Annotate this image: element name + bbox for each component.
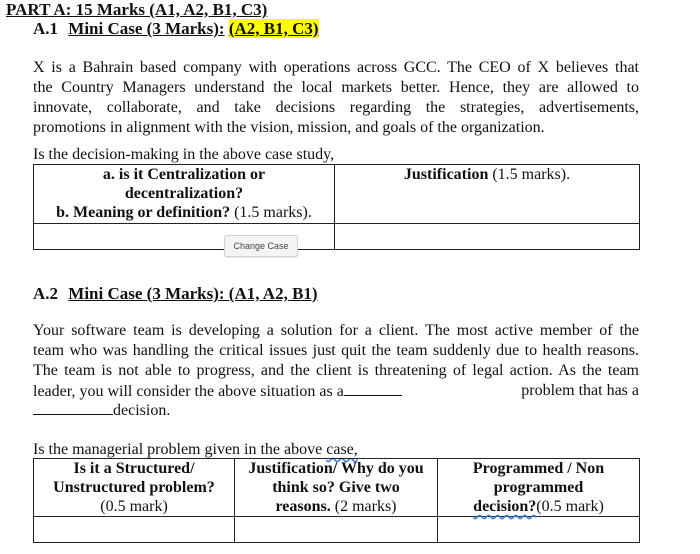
change-case-button[interactable]: Change Case [224, 235, 298, 257]
a2-answer-cell-2[interactable] [235, 517, 438, 543]
a1-table-col1-header: a. is it Centralization or decentralization? b. Meaning or definition? (1.5 marks). [34, 165, 335, 224]
a2-line4: leader, you will consider the above situation as a problem that has a [33, 382, 639, 400]
a2-answer-cell-3[interactable] [438, 517, 640, 543]
a1-codes: (A2, B1, C3) [228, 19, 319, 38]
a2-answer-cell-1[interactable] [34, 517, 235, 543]
blank-2[interactable] [33, 400, 113, 415]
a2-heading [33, 284, 318, 304]
a2-table-col1-header: Is it a Structured/ Unstructured problem? (0.5 mark) [34, 459, 235, 517]
a2-title: Mini Case (3 Marks): (A1, A2, B1) [68, 284, 318, 303]
a2-line5: decision. [33, 400, 170, 421]
a1-paragraph: X is a Bahrain based company with operations across GCC. The CEO of X believes that the Country Managers understand the local markets better. Hence, they are allowed to innovate, collaborate, and take decisions regarding the strategies, advertisements, promotions in alignment with the vision, mission, and goals of the organization. [33, 59, 639, 136]
a2-table-col3-header: Programmed / Non programmed decision?(0.5 mark) [438, 459, 640, 517]
a1-answer-cell-2[interactable] [335, 224, 640, 250]
a1-title: Mini Case (3 Marks): [68, 19, 225, 38]
a2-table [33, 458, 640, 543]
a1-table [33, 164, 640, 250]
a1-question: Is the decision-making in the above case study, [33, 146, 335, 163]
a2-paragraph: Your software team is developing a solution for a client. The most active member of the team who was handling the critical issues just quit the team suddenly due to health reasons. The team is not able to progress, and the client is threatening of legal action. As the team [33, 322, 639, 379]
a1-number: A.1 [33, 19, 59, 38]
a2-table-col2-header: Justification/ Why do you think so? Give two reasons. (2 marks) [235, 459, 438, 517]
blank-1[interactable] [344, 381, 402, 396]
a2-question: Is the managerial problem given in the above case, [33, 441, 358, 458]
a2-number: A.2 [33, 284, 59, 303]
a1-table-col2-header: Justification (1.5 marks). [335, 165, 640, 224]
a1-heading [33, 19, 319, 39]
part-a-title: PART A: 15 Marks (A1, A2, B1, C3) [6, 0, 268, 19]
